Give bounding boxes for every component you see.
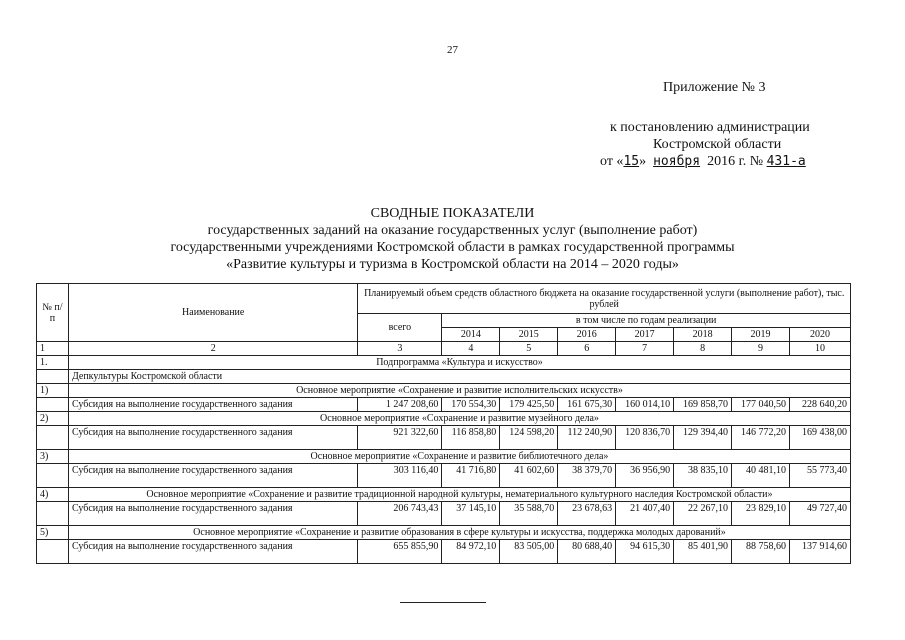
value-year: 80 688,40 [558, 540, 616, 564]
index-cell: 9 [732, 342, 790, 356]
activity-empty-cell [37, 540, 69, 564]
year-2017: 2017 [616, 328, 674, 342]
index-row [37, 342, 851, 356]
value-year: 22 267,10 [674, 502, 732, 526]
value-year: 36 956,90 [616, 464, 674, 488]
activity-value-row [37, 540, 851, 564]
index-cell: 2 [68, 342, 358, 356]
activity-title: Основное мероприятие «Сохранение и развитие библиотечного дела» [68, 450, 850, 464]
value-year: 23 678,63 [558, 502, 616, 526]
title-line-1: СВОДНЫЕ ПОКАЗАТЕЛИ [370, 206, 535, 221]
year-2016: 2016 [558, 328, 616, 342]
date-day: 15 [623, 154, 640, 169]
index-cell: 3 [358, 342, 442, 356]
year-2015: 2015 [500, 328, 558, 342]
value-year: 160 014,10 [616, 398, 674, 412]
activity-title-row [37, 526, 851, 540]
index-cell: 4 [442, 342, 500, 356]
activity-num: 5) [37, 526, 69, 540]
value-year: 170 554,30 [442, 398, 500, 412]
decree-date-line [600, 154, 806, 170]
activities-body [37, 384, 851, 564]
value-year: 129 394,40 [674, 426, 732, 450]
activity-num: 1) [37, 384, 69, 398]
value-year: 228 640,20 [789, 398, 850, 412]
value-year: 83 505,00 [500, 540, 558, 564]
activity-title: Основное мероприятие «Сохранение и развитие образования в сфере культуры и искусства, поддержка молодых дарований» [68, 526, 850, 540]
date-year: 2016 г. № [707, 154, 764, 169]
activity-value-row [37, 398, 851, 412]
value-year: 146 772,20 [732, 426, 790, 450]
activity-empty-cell [37, 398, 69, 412]
activity-title-row [37, 412, 851, 426]
appendix-label: Приложение № 3 [663, 80, 766, 95]
header-name: Наименование [68, 284, 358, 342]
value-year: 120 836,70 [616, 426, 674, 450]
value-total: 921 322,60 [358, 426, 442, 450]
index-cell: 6 [558, 342, 616, 356]
index-cell: 8 [674, 342, 732, 356]
value-year: 38 835,10 [674, 464, 732, 488]
value-year: 161 675,30 [558, 398, 616, 412]
value-year: 49 727,40 [789, 502, 850, 526]
value-year: 21 407,40 [616, 502, 674, 526]
date-prefix: от « [600, 154, 624, 169]
activity-name: Субсидия на выполнение государственного задания [68, 426, 358, 450]
value-total: 303 116,40 [358, 464, 442, 488]
activity-num: 4) [37, 488, 69, 502]
title-line-4: «Развитие культуры и туризма в Костромской области на 2014 – 2020 годы» [226, 257, 679, 272]
year-2018: 2018 [674, 328, 732, 342]
index-cell: 5 [500, 342, 558, 356]
value-year: 116 858,80 [442, 426, 500, 450]
document-title [0, 205, 905, 273]
value-year: 35 588,70 [500, 502, 558, 526]
activity-title: Основное мероприятие «Сохранение и развитие исполнительских искусств» [68, 384, 850, 398]
value-year: 94 615,30 [616, 540, 674, 564]
date-month: ноября [653, 154, 701, 169]
activity-empty-cell [37, 464, 69, 488]
value-year: 84 972,10 [442, 540, 500, 564]
year-2019: 2019 [732, 328, 790, 342]
subprogram-name: Подпрограмма «Культура и искусство» [68, 356, 850, 370]
value-year: 41 716,80 [442, 464, 500, 488]
activity-name: Субсидия на выполнение государственного задания [68, 464, 358, 488]
year-2020: 2020 [789, 328, 850, 342]
activity-empty-cell [37, 502, 69, 526]
value-year: 41 602,60 [500, 464, 558, 488]
title-line-2: государственных заданий на оказание государственных услуг (выполнение работ) [207, 223, 698, 238]
date-number: 431-а [766, 154, 806, 169]
value-total: 1 247 208,60 [358, 398, 442, 412]
value-year: 55 773,40 [789, 464, 850, 488]
value-year: 169 858,70 [674, 398, 732, 412]
value-year: 124 598,20 [500, 426, 558, 450]
title-line-3: государственными учреждениями Костромской области в рамках государственной программы [170, 240, 735, 255]
activity-name: Субсидия на выполнение государственного задания [68, 502, 358, 526]
value-year: 37 145,10 [442, 502, 500, 526]
year-2014: 2014 [442, 328, 500, 342]
value-year: 85 401,90 [674, 540, 732, 564]
footer-separator [400, 602, 486, 603]
header-years: в том числе по годам реализации [442, 314, 851, 328]
activity-name: Субсидия на выполнение государственного задания [68, 540, 358, 564]
activity-title-row [37, 450, 851, 464]
department-name: Депкультуры Костромской области [68, 370, 850, 384]
activity-title: Основное мероприятие «Сохранение и развитие музейного дела» [68, 412, 850, 426]
activity-num: 3) [37, 450, 69, 464]
activity-value-row [37, 426, 851, 450]
region-label: Костромской области [653, 137, 782, 152]
value-year: 40 481,10 [732, 464, 790, 488]
activity-title-row [37, 384, 851, 398]
activity-title: Основное мероприятие «Сохранение и развитие традиционной народной культуры, нематериального культурного наследия Костромской области» [68, 488, 850, 502]
activity-empty-cell [37, 426, 69, 450]
value-year: 23 829,10 [732, 502, 790, 526]
value-total: 655 855,90 [358, 540, 442, 564]
date-mid: » [639, 154, 647, 169]
header-total: всего [358, 314, 442, 342]
value-year: 179 425,50 [500, 398, 558, 412]
page-number: 27 [447, 44, 458, 56]
index-cell: 1 [37, 342, 69, 356]
activity-name: Субсидия на выполнение государственного задания [68, 398, 358, 412]
value-total: 206 743,43 [358, 502, 442, 526]
value-year: 112 240,90 [558, 426, 616, 450]
index-cell: 7 [616, 342, 674, 356]
subprogram-row [37, 356, 851, 370]
header-plan: Планируемый объем средств областного бюджета на оказание государственной услуги (выполнение работ), тыс. рублей [358, 284, 851, 314]
activity-value-row [37, 464, 851, 488]
activity-title-row [37, 488, 851, 502]
indicators-table [36, 283, 851, 564]
department-num [37, 370, 69, 384]
header-num: № п/п [37, 284, 69, 342]
value-year: 38 379,70 [558, 464, 616, 488]
activity-num: 2) [37, 412, 69, 426]
decree-label: к постановлению администрации [610, 120, 810, 135]
value-year: 137 914,60 [789, 540, 850, 564]
value-year: 88 758,60 [732, 540, 790, 564]
activity-value-row [37, 502, 851, 526]
value-year: 177 040,50 [732, 398, 790, 412]
department-row [37, 370, 851, 384]
value-year: 169 438,00 [789, 426, 850, 450]
index-cell: 10 [789, 342, 850, 356]
subprogram-num: 1. [37, 356, 69, 370]
